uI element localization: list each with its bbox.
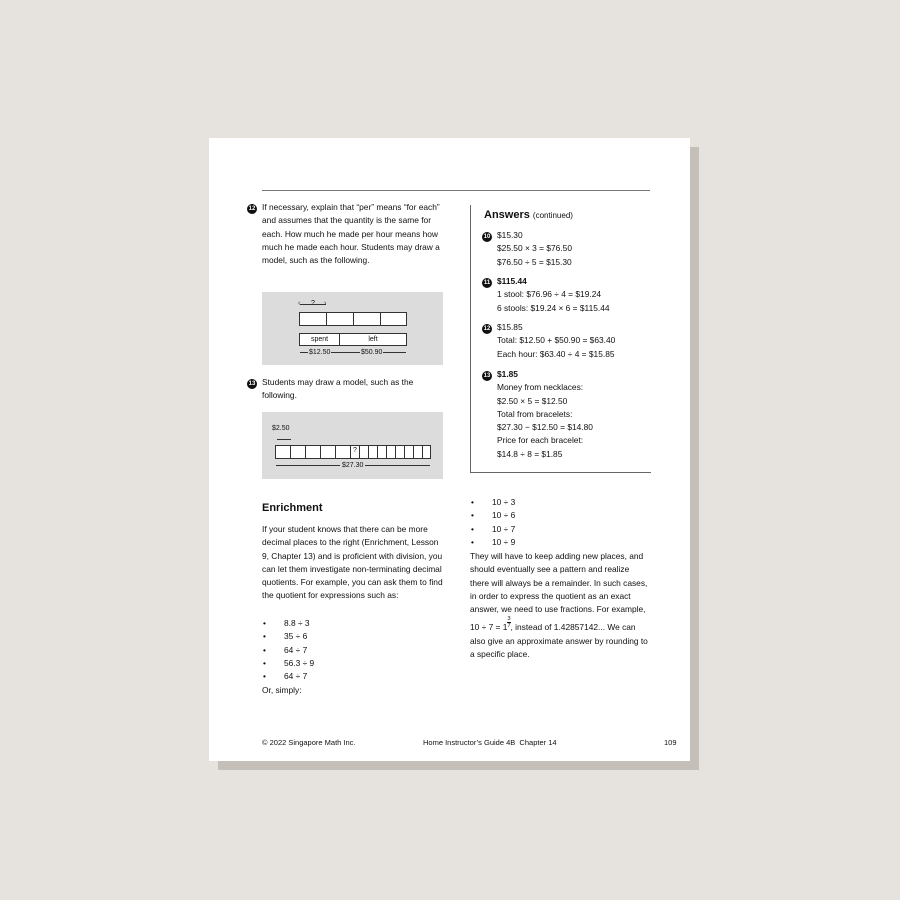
simple-expression-list — [470, 496, 650, 549]
q12-spent-value: $12.50 — [309, 349, 331, 356]
answer-head: $1.85 — [497, 369, 518, 379]
enrichment-continuation — [470, 550, 650, 661]
q13-necklace-cell — [335, 445, 351, 459]
answer-line: $27.30 − $12.50 = $14.80 — [497, 422, 593, 433]
q13-bar-model — [262, 412, 443, 479]
q12-left-cell: left — [339, 333, 407, 346]
list-item: • 64 ÷ 7 — [262, 644, 442, 657]
answer-item — [497, 368, 593, 461]
answer-line: Price for each bracelet: — [497, 435, 584, 446]
answer-line: 1 stool: $76.96 ÷ 4 = $19.24 — [497, 289, 602, 300]
q12-unit-cell — [380, 312, 407, 326]
fraction-denominator: 7 — [507, 623, 511, 630]
q12-explanation: If necessary, explain that “per” means “for each” and assumes that the quantity is the same for each. How much he made per hour means how much he made each hour. Students may draw a model, such as the following. — [262, 202, 440, 266]
list-item: • 35 ÷ 6 — [262, 630, 442, 643]
answer-line: $14.8 ÷ 8 = $1.85 — [497, 448, 563, 459]
list-item: • 8.8 ÷ 3 — [262, 617, 442, 630]
q12-unit-cell — [353, 312, 381, 326]
answer-head: $115.44 — [497, 276, 527, 286]
answer-line: Each hour: $63.40 ÷ 4 = $15.85 — [497, 348, 615, 359]
document-page — [209, 138, 690, 761]
list-item: • 10 ÷ 3 — [470, 496, 650, 509]
answer-item — [497, 321, 615, 361]
answer-item — [497, 229, 572, 269]
continuation-text: , instead of 1.42857142... We can also give an approximate answer by rounding to a specific place. — [470, 622, 648, 660]
arrow-left-icon: ‹ — [298, 300, 301, 307]
question-number-badge: 12 — [248, 206, 256, 212]
arrow-right-icon: › — [324, 300, 327, 307]
answers-title-text: Answers — [484, 209, 530, 221]
answers-title — [484, 209, 573, 221]
list-item: • 64 ÷ 7 — [262, 670, 442, 683]
q13-necklace-cell — [290, 445, 306, 459]
fraction-numerator: 3 — [507, 616, 511, 623]
answer-number-badge: 11 — [483, 280, 491, 286]
page-number: 109 — [664, 738, 677, 747]
expression-list — [262, 617, 442, 683]
answer-number-badge: 10 — [483, 234, 491, 240]
q13-explanation: Students may draw a model, such as the following. — [262, 377, 414, 401]
list-item: • 56.3 ÷ 9 — [262, 657, 442, 670]
q13-question-label: ? — [353, 447, 357, 454]
list-item: • 10 ÷ 9 — [470, 536, 650, 549]
q12-spent-cell: spent — [299, 333, 340, 346]
answer-head: $15.85 — [497, 322, 523, 332]
answer-line: $2.50 × 5 = $12.50 — [497, 395, 568, 406]
q12-bar-model — [262, 292, 443, 365]
answer-line: $25.50 × 3 = $76.50 — [497, 243, 572, 254]
answer-line: Money from necklaces: — [497, 382, 584, 393]
answer-line: Total: $12.50 + $50.90 = $63.40 — [497, 335, 616, 346]
list-item: • 10 ÷ 7 — [470, 523, 650, 536]
q12-unit-cell — [326, 312, 354, 326]
footer-guide-title: Home Instructor’s Guide 4B Chapter 14 — [423, 738, 557, 747]
or-simply-text: Or, simply: — [262, 685, 302, 695]
q13-total-label: $27.30 — [342, 462, 364, 469]
q12-question-bracket — [300, 304, 326, 305]
q13-necklace-cell — [275, 445, 291, 459]
answer-line: 6 stools: $19.24 × 6 = $115.44 — [497, 302, 610, 313]
answers-continued: (continued) — [532, 211, 573, 220]
list-item: • 10 ÷ 6 — [470, 509, 650, 522]
answer-head: $15.30 — [497, 230, 523, 240]
question-number-badge: 13 — [248, 381, 256, 387]
q13-bracelet-cell — [422, 445, 431, 459]
enrichment-intro: If your student knows that there can be more decimal places to the right (Enrichment, Lesson 9, Chapter 13) and is proficient with division, you can let them investigate non-terminating decimal quotients. For example, you can ask them to find the quotient for expressions such as: — [262, 524, 443, 601]
enrichment-heading: Enrichment — [262, 502, 323, 514]
q13-unit-bracket — [277, 439, 291, 440]
q13-necklace-cell — [320, 445, 336, 459]
answer-number-badge: 12 — [483, 326, 491, 332]
q12-left-value: $50.90 — [361, 349, 383, 356]
continuation-text: They will have to keep adding new places, and should eventually see a pattern and realize there will always be a remainder. In such cases, in order to express the quotient as an exact answer, we need to use fractions. For example, 10 ÷ 7 = 1 — [470, 551, 648, 633]
answer-item — [497, 275, 610, 315]
answer-line: Total from bracelets: — [497, 408, 573, 419]
q13-unit-label: $2.50 — [272, 425, 290, 432]
top-rule — [262, 190, 650, 191]
answers-panel — [470, 205, 651, 473]
q13-necklace-cell — [305, 445, 321, 459]
footer-copyright: © 2022 Singapore Math Inc. — [262, 738, 356, 747]
answer-line: $76.50 ÷ 5 = $15.30 — [497, 256, 572, 267]
answer-number-badge: 13 — [483, 373, 491, 379]
q12-unit-cell — [299, 312, 327, 326]
